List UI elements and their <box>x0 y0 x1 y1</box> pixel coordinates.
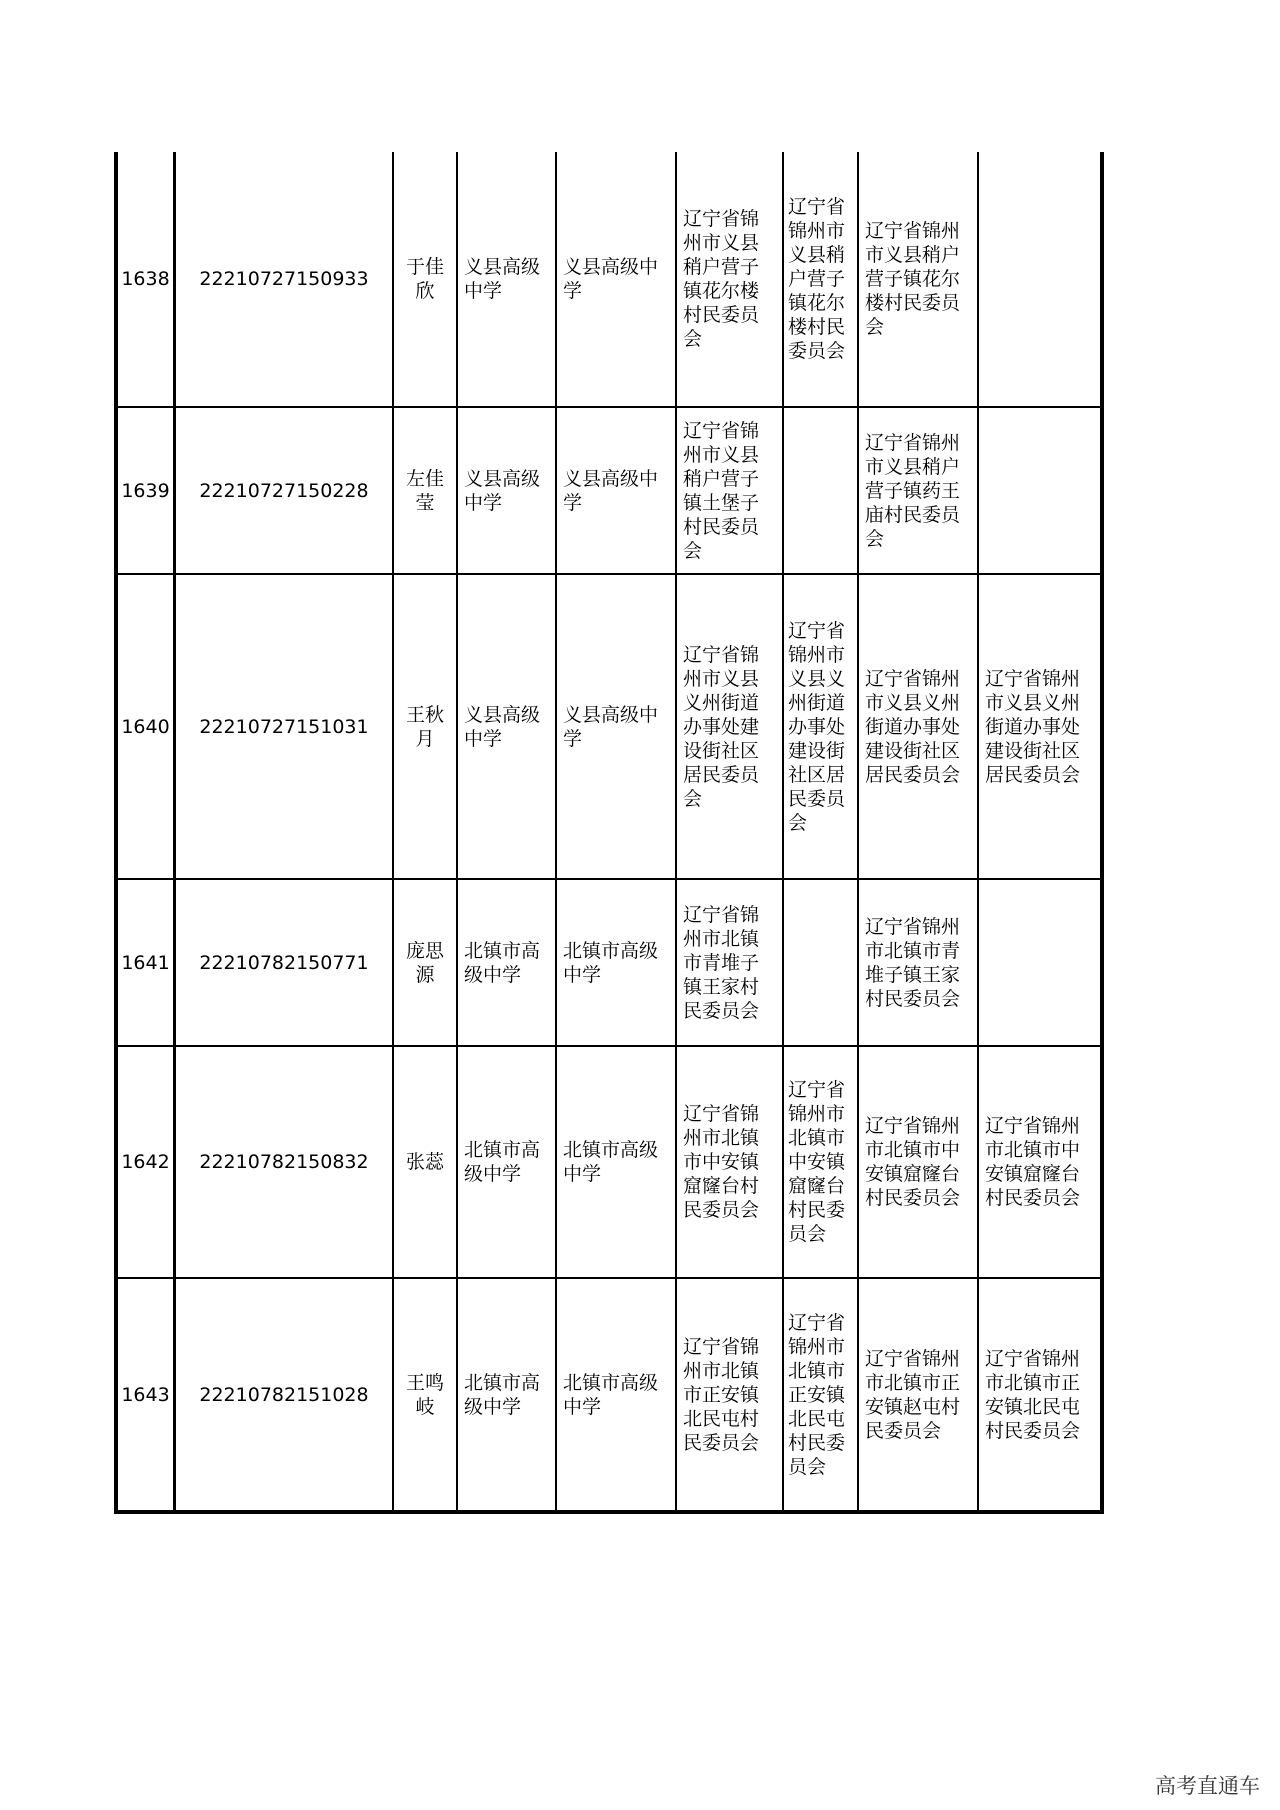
residence-4: 辽宁省锦州市北镇市中安镇窟窿台村民委员会 <box>985 1115 1081 1209</box>
graduation-school: 义县高级中学 <box>563 703 659 750</box>
graduation-school: 义县高级中学 <box>563 256 659 302</box>
exam-id: 22210782151028 <box>199 1383 369 1406</box>
residence-2 <box>784 408 857 573</box>
school: 北镇市高级中学 <box>464 939 541 986</box>
residence-2: 辽宁省锦州市义县稍户营子镇花尔楼村民委员会 <box>788 196 846 362</box>
school: 义县高级中学 <box>464 703 541 750</box>
student-name: 庞思源 <box>405 939 444 986</box>
graduation-school: 北镇市高级中学 <box>563 1139 659 1185</box>
school: 义县高级中学 <box>464 256 541 302</box>
residence-2 <box>784 880 857 1045</box>
row-number: 1643 <box>121 1383 170 1406</box>
school: 义县高级中学 <box>464 467 541 514</box>
residence-1: 辽宁省锦州市义县稍户营子镇花尔楼村民委员会 <box>683 208 760 350</box>
residence-2: 辽宁省锦州市义县义州街道办事处建设街社区居民委员会 <box>788 619 846 834</box>
residence-2: 辽宁省锦州市北镇市正安镇北民屯村民委员会 <box>788 1311 846 1478</box>
graduation-school: 北镇市高级中学 <box>563 1371 659 1418</box>
school: 北镇市高级中学 <box>464 1371 541 1418</box>
school: 北镇市高级中学 <box>464 1139 541 1185</box>
row-number: 1641 <box>121 951 170 974</box>
residence-4 <box>979 408 1100 573</box>
residence-4 <box>979 880 1100 1045</box>
residence-1: 辽宁省锦州市北镇市正安镇北民屯村民委员会 <box>683 1335 760 1454</box>
row-number: 1638 <box>121 268 170 290</box>
residence-4: 辽宁省锦州市北镇市正安镇北民屯村民委员会 <box>985 1347 1081 1442</box>
table-bottom-border <box>114 1510 1104 1514</box>
row-number: 1642 <box>121 1151 170 1173</box>
student-name: 王鸣岐 <box>405 1371 444 1418</box>
residence-3: 辽宁省锦州市北镇市中安镇窟窿台村民委员会 <box>865 1115 961 1209</box>
student-name: 张蕊 <box>405 1151 444 1173</box>
residence-3: 辽宁省锦州市义县稍户营子镇药王庙村民委员会 <box>865 431 961 550</box>
exam-id: 22210727150933 <box>199 268 369 290</box>
graduation-school: 北镇市高级中学 <box>563 939 659 986</box>
residence-4 <box>979 152 1100 406</box>
residence-1: 辽宁省锦州市北镇市青堆子镇王家村民委员会 <box>683 903 760 1022</box>
data-table <box>114 152 1104 1517</box>
student-name: 于佳欣 <box>405 256 444 302</box>
graduation-school: 义县高级中学 <box>563 467 659 514</box>
residence-3: 辽宁省锦州市义县稍户营子镇花尔楼村民委员会 <box>865 220 961 338</box>
row-number: 1639 <box>121 479 170 502</box>
residence-3: 辽宁省锦州市北镇市青堆子镇王家村民委员会 <box>865 915 961 1010</box>
exam-id: 22210782150771 <box>199 951 369 974</box>
residence-3: 辽宁省锦州市北镇市正安镇赵屯村民委员会 <box>865 1347 961 1442</box>
row-number: 1640 <box>121 715 170 738</box>
exam-id: 22210727150228 <box>199 479 369 502</box>
student-name: 王秋月 <box>405 703 444 750</box>
residence-1: 辽宁省锦州市义县稍户营子镇土堡子村民委员会 <box>683 419 760 562</box>
exam-id: 22210782150832 <box>199 1151 369 1173</box>
residence-3: 辽宁省锦州市义县义州街道办事处建设街社区居民委员会 <box>865 667 961 786</box>
exam-id: 22210727151031 <box>199 715 369 738</box>
table-right-border <box>1100 152 1104 1514</box>
residence-2: 辽宁省锦州市北镇市中安镇窟窿台村民委员会 <box>788 1079 846 1245</box>
residence-1: 辽宁省锦州市义县义州街道办事处建设街社区居民委员会 <box>683 643 760 810</box>
student-name: 左佳莹 <box>405 467 444 514</box>
residence-1: 辽宁省锦州市北镇市中安镇窟窿台村民委员会 <box>683 1103 760 1221</box>
residence-4: 辽宁省锦州市义县义州街道办事处建设街社区居民委员会 <box>985 667 1081 786</box>
watermark-text: 高考直通车 <box>1155 1774 1260 1798</box>
